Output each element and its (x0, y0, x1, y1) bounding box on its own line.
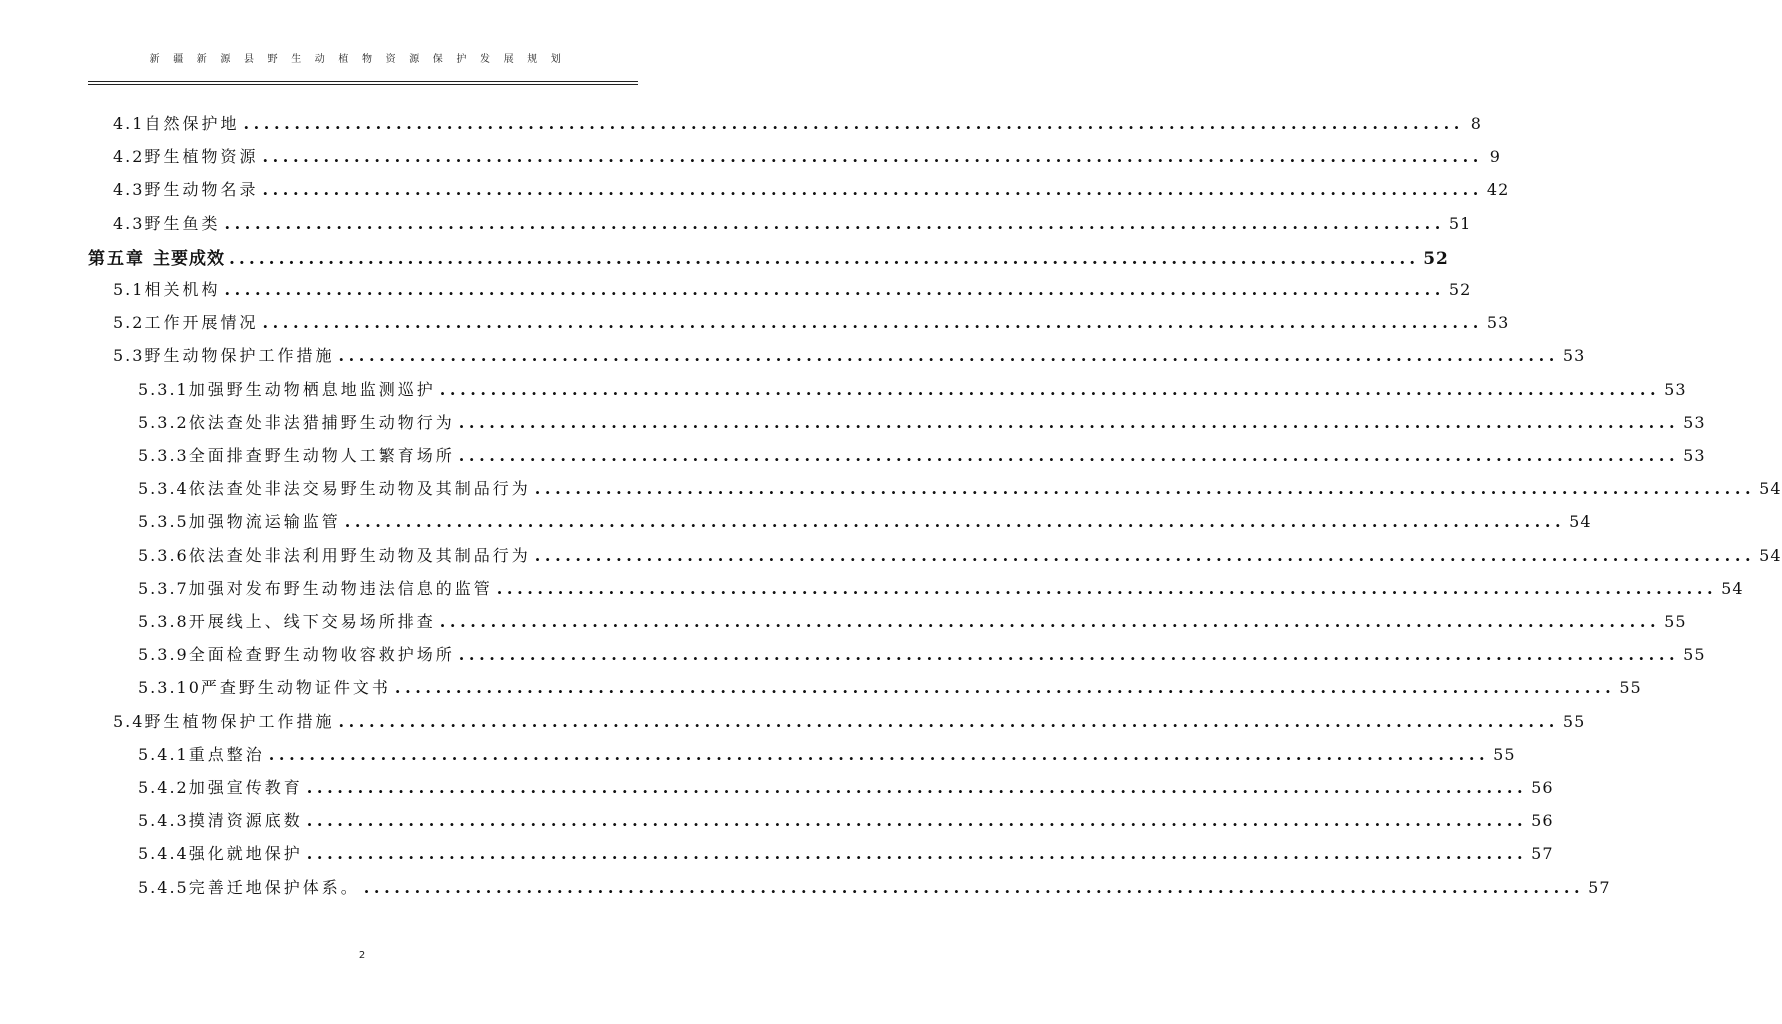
toc-leader-dots: ........................................................................................................................ (439, 612, 1661, 631)
toc-entry-title: 野生植物保护工作措施 (144, 711, 335, 731)
toc-entry-title: 加强物流运输监管 (188, 512, 341, 532)
toc-leader-dots: ........................................................................................................................ (458, 645, 1680, 665)
toc-entry-page: 53 (1486, 313, 1510, 333)
toc-entry-number: 5.3.5 (138, 512, 189, 532)
toc-entry[interactable] (138, 609, 1687, 639)
toc-entry-page: 53 (1562, 346, 1586, 366)
toc-leader-dots: ........................................................................................................................ (306, 778, 1528, 797)
toc-entry-page: 42 (1486, 180, 1510, 200)
toc-entry-page: 55 (1664, 612, 1687, 631)
toc-leader-dots: ........................................................................................................................ (243, 114, 1464, 133)
toc-entry-page: 54 (1569, 512, 1592, 532)
toc-leader-dots: ........................................................................................................................ (306, 811, 1528, 831)
toc-entry-page: 55 (1562, 711, 1586, 731)
toc-entry[interactable] (113, 709, 1586, 739)
toc-entry-page: 54 (1759, 545, 1782, 565)
toc-leader-dots: ........................................................................................................................ (229, 248, 1420, 269)
toc-entry-number: 5.4.5 (138, 877, 189, 897)
toc-entry[interactable] (113, 111, 1482, 141)
toc-entry-page: 53 (1664, 379, 1687, 399)
toc-entry-title: 野生植物资源 (144, 147, 259, 167)
toc-entry-number: 5.4.2 (138, 778, 189, 797)
toc-entry-title: 加强宣传教育 (188, 778, 303, 797)
toc-leader-dots: ........................................................................................................................ (306, 844, 1528, 864)
toc-entry-title: 加强野生动物栖息地监测巡护 (188, 379, 436, 399)
toc-entry-title: 依法查处非法猎捕野生动物行为 (188, 412, 455, 432)
toc-entry-number: 4.3 (113, 213, 145, 233)
toc-entry-number: 4.2 (113, 147, 145, 167)
toc-entry[interactable] (138, 742, 1516, 772)
toc-entry-number: 5.4.4 (138, 844, 189, 864)
toc-leader-dots: ........................................................................................................................ (224, 213, 1445, 233)
toc-entry[interactable] (138, 509, 1592, 539)
toc-entry-title: 主要成效 (153, 248, 225, 269)
toc-entry[interactable] (138, 642, 1706, 672)
toc-entry-number: 5.3.8 (138, 612, 189, 631)
toc-leader-dots: ........................................................................................................................ (338, 711, 1559, 731)
toc-entry-page: 52 (1448, 280, 1472, 299)
toc-entry-page: 57 (1531, 844, 1554, 864)
page-number: 2 (358, 950, 366, 961)
toc-leader-dots: ........................................................................................................................ (534, 545, 1756, 565)
toc-entry-title: 重点整治 (188, 744, 265, 764)
toc-entry[interactable] (113, 343, 1586, 373)
toc-leader-dots: ........................................................................................................................ (458, 412, 1680, 432)
toc-entry-title: 全面排查野生动物人工繁育场所 (188, 446, 455, 465)
toc-entry[interactable] (138, 377, 1687, 407)
toc-entry-title: 摸清资源底数 (188, 811, 303, 831)
toc-entry[interactable] (138, 543, 1782, 573)
toc-entry-number: 4.3 (113, 180, 145, 200)
toc-entry-title: 完善迁地保护体系。 (188, 877, 360, 897)
toc-entry-page: 53 (1683, 446, 1706, 465)
toc-entry[interactable] (138, 875, 1611, 905)
toc-entry-page: 56 (1531, 811, 1554, 831)
toc-leader-dots: ........................................................................................................................ (262, 180, 1483, 200)
toc-entry-page: 56 (1531, 778, 1554, 797)
toc-entry-title: 加强对发布野生动物违法信息的监管 (188, 578, 493, 598)
toc-leader-dots: ........................................................................................................................ (496, 578, 1718, 598)
toc-entry[interactable] (138, 443, 1706, 473)
toc-entry-page: 57 (1588, 877, 1611, 897)
toc-entry[interactable] (138, 410, 1706, 440)
toc-leader-dots: ........................................................................................................................ (344, 512, 1566, 532)
toc-entry-number: 5.2 (113, 313, 145, 333)
toc-entry-number: 第五章 (88, 248, 145, 269)
toc-entry-number: 5.4.3 (138, 811, 189, 831)
toc-entry-number: 5.3.2 (138, 412, 189, 432)
toc-leader-dots: ........................................................................................................................ (268, 744, 1490, 764)
toc-entry-page: 55 (1493, 744, 1516, 764)
toc-leader-dots: ........................................................................................................................ (439, 379, 1661, 399)
toc-entry-number: 5.1 (113, 280, 145, 299)
toc-entry-page: 55 (1683, 645, 1706, 665)
toc-entry-title: 全面检查野生动物收容救护场所 (188, 645, 455, 665)
toc-entry-title: 野生鱼类 (144, 213, 221, 233)
toc-leader-dots: ........................................................................................................................ (458, 446, 1680, 465)
toc-entry-title: 相关机构 (144, 280, 221, 299)
toc-entry[interactable] (138, 476, 1782, 506)
toc-entry[interactable] (113, 310, 1510, 340)
toc-entry-title: 工作开展情况 (144, 313, 259, 333)
toc-entry-title: 依法查处非法交易野生动物及其制品行为 (188, 479, 531, 499)
toc-entry-title: 开展线上、线下交易场所排查 (188, 612, 436, 631)
toc-entry-title: 野生动物保护工作措施 (144, 346, 335, 366)
toc-entry-page: 54 (1721, 578, 1744, 598)
toc-leader-dots: ........................................................................................................................ (262, 313, 1483, 333)
toc-entry-number: 5.3.3 (138, 446, 189, 465)
toc-entry[interactable] (138, 675, 1642, 705)
toc-leader-dots: ........................................................................................................................ (262, 147, 1483, 167)
toc-entry-number: 5.3.10 (138, 678, 201, 698)
toc-entry-title: 依法查处非法利用野生动物及其制品行为 (188, 545, 531, 565)
toc-entry-number: 5.4.1 (138, 744, 189, 764)
toc-chapter-entry[interactable] (88, 244, 1449, 274)
toc-entry-page: 52 (1423, 248, 1449, 269)
toc-entry-number: 5.4 (113, 711, 145, 731)
toc-entry[interactable] (113, 277, 1472, 307)
toc-entry[interactable] (138, 576, 1744, 606)
header-rule-bottom (88, 84, 638, 85)
toc-leader-dots: ........................................................................................................................ (394, 678, 1616, 698)
toc-entry-number: 5.3.4 (138, 479, 189, 499)
toc-entry-number: 5.3.9 (138, 645, 189, 665)
toc-entry-title: 强化就地保护 (188, 844, 303, 864)
header-rule-top (88, 81, 638, 82)
toc-entry-title: 自然保护地 (144, 114, 240, 133)
toc-entry[interactable] (138, 841, 1554, 871)
toc-entry-page: 55 (1619, 678, 1642, 698)
toc-entry-title: 野生动物名录 (144, 180, 259, 200)
toc-entry-page: 53 (1683, 412, 1706, 432)
toc-entry[interactable] (113, 144, 1501, 174)
toc-leader-dots: ........................................................................................................................ (363, 877, 1585, 897)
toc-entry-page: 8 (1470, 114, 1482, 133)
toc-entry-number: 5.3.6 (138, 545, 189, 565)
toc-entry-number: 5.3 (113, 346, 145, 366)
toc-entry[interactable] (138, 808, 1554, 838)
running-header: 新疆新源县野生动植物资源保护发展规划 (149, 54, 575, 65)
toc-leader-dots: ........................................................................................................................ (224, 280, 1445, 299)
toc-entry-page: 9 (1489, 147, 1501, 167)
toc-entry-number: 5.3.1 (138, 379, 189, 399)
toc-entry-number: 5.3.7 (138, 578, 189, 598)
toc-leader-dots: ........................................................................................................................ (534, 479, 1756, 499)
toc-entry-title: 严查野生动物证件文书 (200, 678, 391, 698)
toc-entry[interactable] (113, 211, 1472, 241)
toc-entry[interactable] (113, 177, 1510, 207)
toc-entry-page: 54 (1759, 479, 1782, 499)
toc-entry-number: 4.1 (113, 114, 145, 133)
toc-entry[interactable] (138, 775, 1554, 805)
toc-entry-page: 51 (1448, 213, 1472, 233)
toc-leader-dots: ........................................................................................................................ (338, 346, 1559, 366)
